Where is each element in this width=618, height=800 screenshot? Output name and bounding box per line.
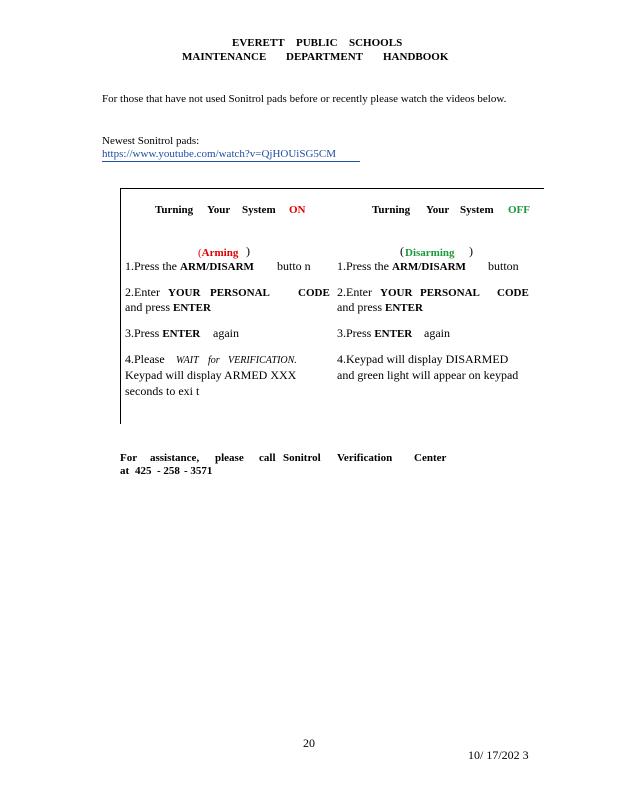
close-paren: ) xyxy=(246,244,250,258)
arming-step-4: 4.Please xyxy=(125,352,165,366)
arming-step-3-end: again xyxy=(213,326,239,340)
header-word: DEPARTMENT xyxy=(286,51,364,63)
assistance-word: Sonitrol xyxy=(283,452,321,464)
page-number: 20 xyxy=(303,736,315,750)
header-word: PUBLIC xyxy=(296,37,338,49)
arming-step-2: 2.Enter xyxy=(125,285,160,299)
arming-step-2-word: YOUR xyxy=(168,287,201,299)
disarming-step-3-end: again xyxy=(424,326,450,340)
arming-state-on: ON xyxy=(289,204,306,216)
phone-part: - 258 xyxy=(157,465,180,477)
arming-title-word: Your xyxy=(207,204,231,216)
arming-step-4-italic: VERIFICATION. xyxy=(228,355,297,366)
disarming-step-4-line-2: and green light will appear on keypad xyxy=(337,368,519,382)
assistance-word: call xyxy=(259,452,276,464)
assistance-word: Verification xyxy=(337,452,393,464)
arming-step-4-italic: WAIT xyxy=(176,355,199,366)
disarming-state-off: OFF xyxy=(508,204,530,216)
disarming-step-3 xyxy=(337,326,412,342)
header-word: EVERETT xyxy=(232,37,285,49)
arming-step-4-line-2: Keypad will display ARMED XXX xyxy=(125,368,297,382)
assistance-word: assistance, xyxy=(150,452,200,464)
phone-part: 425 xyxy=(135,465,152,477)
disarming-step-1 xyxy=(337,259,466,275)
disarming-step-2-word: PERSONAL xyxy=(420,287,480,299)
disarming-step-2-word: YOUR xyxy=(380,287,413,299)
arming-title-word: Turning xyxy=(155,204,194,216)
close-paren: ) xyxy=(469,244,473,258)
disarming-step-2-line-2 xyxy=(337,300,423,316)
key-name: ENTER xyxy=(162,328,201,340)
arming-step-1-end: butto n xyxy=(277,259,311,273)
phone-part: - 3571 xyxy=(184,465,213,477)
step-text: 1.Press the xyxy=(337,259,389,273)
disarming-step-4: 4.Keypad will display DISARMED xyxy=(337,352,509,366)
disarming-step-2-word: CODE xyxy=(497,287,529,299)
step-text: 1.Press the xyxy=(125,259,177,273)
video-link[interactable]: https://www.youtube.com/watch?v=QjHOUiSG5CM xyxy=(102,148,360,162)
key-name: ARM/DISARM xyxy=(392,261,466,273)
header-word: MAINTENANCE xyxy=(182,51,267,63)
key-name: ARM/DISARM xyxy=(180,261,254,273)
phone-part: at xyxy=(120,465,130,477)
key-name: ENTER xyxy=(374,328,413,340)
step-text: 3.Press xyxy=(125,326,160,340)
disarming-title-word: Your xyxy=(426,204,450,216)
disarming-step-2: 2.Enter xyxy=(337,285,372,299)
arming-step-4-italic: for xyxy=(208,355,220,366)
assistance-word: please xyxy=(215,452,244,464)
key-name: ENTER xyxy=(173,302,211,314)
newest-pads-label: Newest Sonitrol pads: xyxy=(102,135,200,147)
arming-step-4-line-3: seconds to exi t xyxy=(125,384,200,398)
disarming-title-word: Turning xyxy=(372,204,411,216)
header-word: HANDBOOK xyxy=(383,51,449,63)
open-paren: ( xyxy=(198,247,202,259)
arming-title-word: System xyxy=(242,204,276,216)
step-text: and press xyxy=(125,300,170,314)
disarming-step-1-end: button xyxy=(488,259,519,273)
assistance-word: Center xyxy=(414,452,447,464)
arming-mode-label: Arming xyxy=(201,247,239,259)
arming-step-2-word: CODE xyxy=(298,287,330,299)
assistance-word: For xyxy=(120,452,138,464)
header-word: SCHOOLS xyxy=(349,37,403,49)
open-paren: ( xyxy=(400,244,404,258)
document-date: 10/ 17/202 3 xyxy=(468,748,529,762)
disarming-title-word: System xyxy=(460,204,494,216)
arming-step-2-word: PERSONAL xyxy=(210,287,270,299)
key-name: ENTER xyxy=(385,302,423,314)
step-text: and press xyxy=(337,300,382,314)
disarming-mode-label: Disarming xyxy=(405,247,455,259)
step-text: 3.Press xyxy=(337,326,372,340)
intro-paragraph: For those that have not used Sonitrol pads before or recently please watch the videos below. xyxy=(102,93,507,105)
